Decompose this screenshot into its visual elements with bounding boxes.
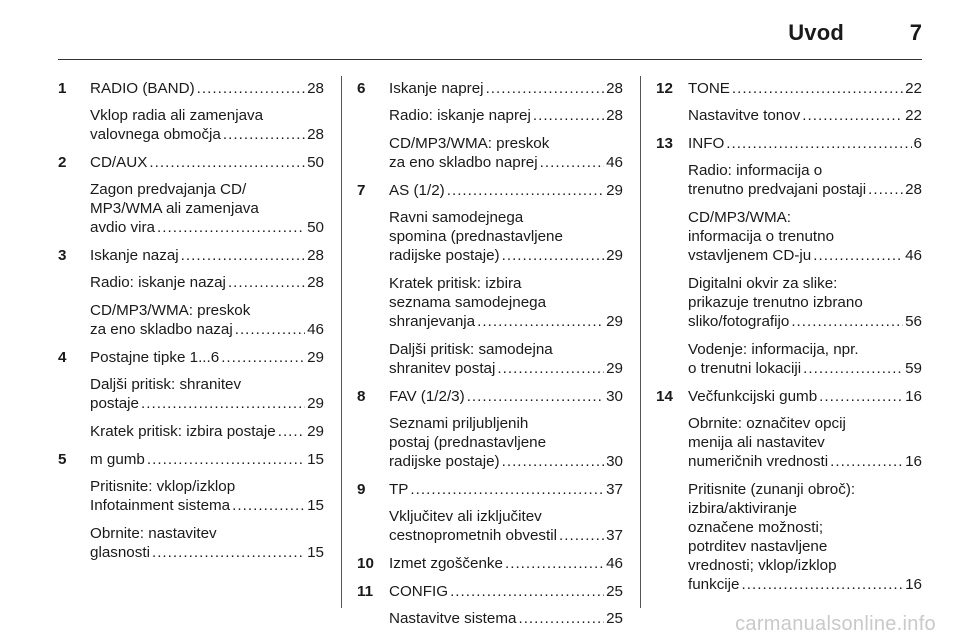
toc-text: trenutno predvajani postaji <box>688 181 867 198</box>
toc-text: seznama samodejnega <box>389 294 547 311</box>
toc-line <box>688 452 922 471</box>
toc-text: CONFIG <box>389 583 449 600</box>
toc-text: CD/MP3/WMA: preskok <box>389 135 550 152</box>
toc-text: za eno skladbo nazaj <box>90 321 233 338</box>
toc-page-number: 29 <box>606 247 623 264</box>
toc-text: funkcije <box>688 576 740 593</box>
toc-heading <box>389 181 623 200</box>
toc-subitem <box>90 273 324 292</box>
page-header <box>0 0 960 56</box>
toc-page-number: 59 <box>905 360 922 377</box>
toc-page-number: 28 <box>307 274 324 291</box>
dot-leader <box>223 125 305 144</box>
toc-text: Ravni samodejnega <box>389 209 524 226</box>
toc-subitem <box>389 106 623 125</box>
toc-entry-number: 9 <box>357 481 366 498</box>
toc-entry-number: 10 <box>357 555 374 572</box>
toc-line <box>90 273 324 292</box>
toc-entry <box>656 79 922 125</box>
toc-line <box>389 609 623 628</box>
toc-line <box>90 320 324 339</box>
toc-subitem <box>90 180 324 237</box>
toc-entry-number: 6 <box>357 80 366 97</box>
toc-page-number: 46 <box>905 247 922 264</box>
dot-leader <box>726 134 911 153</box>
dot-leader <box>742 575 904 594</box>
toc-entry <box>58 246 324 339</box>
toc-line <box>90 450 324 469</box>
toc-page-number: 16 <box>905 576 922 593</box>
toc-text: o trenutni lokaciji <box>688 360 802 377</box>
toc-text: radijske postaje) <box>389 247 500 264</box>
toc-text: TP <box>389 481 409 498</box>
toc-entry <box>357 582 623 628</box>
toc-page-number: 6 <box>913 135 922 152</box>
toc-page-number: 30 <box>606 453 623 470</box>
toc-subitem <box>90 375 324 413</box>
toc-line <box>688 359 922 378</box>
toc-column-3 <box>656 79 922 603</box>
toc-entry-number: 1 <box>58 80 67 97</box>
toc-text: Postajne tipke 1...6 <box>90 349 220 366</box>
toc-text: glasnosti <box>90 544 150 561</box>
toc-entry <box>58 153 324 237</box>
toc-text: avdio vira <box>90 219 155 236</box>
toc-line <box>90 543 324 562</box>
toc-text: vstavljenem CD-ju <box>688 247 812 264</box>
dot-leader <box>221 348 305 367</box>
toc-line <box>389 387 623 406</box>
column-divider <box>341 76 342 608</box>
toc-line <box>90 394 324 413</box>
toc-entry-number: 7 <box>357 182 366 199</box>
dot-leader <box>232 496 305 515</box>
toc-page-number: 46 <box>606 154 623 171</box>
toc-heading <box>389 480 623 499</box>
dot-leader <box>802 106 903 125</box>
toc-page-number: 50 <box>307 219 324 236</box>
header-rule <box>58 59 922 60</box>
toc-line <box>389 526 623 545</box>
toc-text: CD/MP3/WMA: preskok <box>90 302 251 319</box>
toc-text: Obrnite: označitev opcij <box>688 415 846 432</box>
dot-leader <box>467 387 604 406</box>
toc-heading <box>389 554 623 573</box>
toc-line <box>90 125 324 144</box>
toc-line <box>389 554 623 573</box>
toc-text: Izmet zgoščenke <box>389 555 503 572</box>
toc-entry <box>357 79 623 172</box>
toc-heading <box>90 246 324 265</box>
toc-entry <box>58 450 324 562</box>
toc-line <box>688 312 922 331</box>
toc-entry-number: 8 <box>357 388 366 405</box>
toc-text: CD/MP3/WMA: <box>688 209 791 226</box>
toc-heading <box>688 79 922 98</box>
toc-text: Radio: informacija o <box>688 162 823 179</box>
dot-leader <box>147 450 305 469</box>
toc-heading <box>90 79 324 98</box>
toc-page-number: 50 <box>307 154 324 171</box>
toc-subitem <box>389 609 623 628</box>
toc-text: numeričnih vrednosti <box>688 453 829 470</box>
toc-line <box>389 452 623 471</box>
toc-line <box>389 79 623 98</box>
toc-text: Daljši pritisk: samodejna <box>389 341 553 358</box>
toc-text: Daljši pritisk: shranitev <box>90 376 242 393</box>
toc-page-number: 16 <box>905 388 922 405</box>
toc-subitem <box>688 106 922 125</box>
toc-text: TONE <box>688 80 730 97</box>
toc-line <box>90 348 324 367</box>
toc-page-number: 28 <box>905 181 922 198</box>
dot-leader <box>278 422 305 441</box>
toc-page-number: 28 <box>606 80 623 97</box>
toc-page-number: 28 <box>606 107 623 124</box>
dot-leader <box>181 246 305 265</box>
toc-subitem <box>688 161 922 199</box>
toc-entry-number: 2 <box>58 154 67 171</box>
toc-text: Kratek pritisk: izbira postaje <box>90 423 276 440</box>
toc-text: Digitalni okvir za slike: <box>688 275 838 292</box>
toc-text: prikazuje trenutno izbrano <box>688 294 863 311</box>
toc-page-number: 46 <box>307 321 324 338</box>
toc-line <box>688 134 922 153</box>
dot-leader <box>505 554 604 573</box>
toc-page-number: 28 <box>307 80 324 97</box>
toc-text: FAV (1/2/3) <box>389 388 465 405</box>
toc-heading <box>389 387 623 406</box>
toc-subitem <box>688 340 922 378</box>
dot-leader <box>533 106 604 125</box>
toc-subitem <box>688 480 922 594</box>
toc-text: Pritisnite (zunanji obroč): <box>688 481 856 498</box>
toc-text: Nastavitve tonov <box>688 107 801 124</box>
toc-page-number: 28 <box>307 126 324 143</box>
toc-page-number: 30 <box>606 388 623 405</box>
toc-line <box>688 106 922 125</box>
dot-leader <box>830 452 903 471</box>
toc-entry-number: 13 <box>656 135 673 152</box>
toc-text: Iskanje naprej <box>389 80 484 97</box>
toc-heading <box>90 348 324 367</box>
toc-line <box>688 246 922 265</box>
toc-text: Kratek pritisk: izbira <box>389 275 522 292</box>
toc-heading <box>688 387 922 406</box>
toc-line <box>688 180 922 199</box>
dot-leader <box>791 312 903 331</box>
toc-text: za eno skladbo naprej <box>389 154 538 171</box>
toc-line <box>389 312 623 331</box>
toc-text: Iskanje nazaj <box>90 247 179 264</box>
toc-line <box>389 582 623 601</box>
toc-text: postaj (prednastavljene <box>389 434 547 451</box>
toc-line <box>90 218 324 237</box>
toc-line <box>389 106 623 125</box>
toc-subitem <box>389 274 623 331</box>
toc-page-number: 15 <box>307 451 324 468</box>
toc-line <box>389 246 623 265</box>
dot-leader <box>477 312 604 331</box>
page-number: 7 <box>909 20 922 45</box>
toc-subitem <box>389 134 623 172</box>
toc-text: spomina (prednastavljene <box>389 228 563 245</box>
toc-text: potrditev nastavljene <box>688 538 828 555</box>
toc-page-number: 25 <box>606 610 623 627</box>
dot-leader <box>732 79 903 98</box>
toc-subitem <box>90 477 324 515</box>
toc-subitem <box>90 422 324 441</box>
dot-leader <box>197 79 305 98</box>
toc-subitem <box>688 274 922 331</box>
toc-line <box>688 79 922 98</box>
toc-subitem <box>389 414 623 471</box>
toc-entry <box>58 79 324 144</box>
toc-page-number: 29 <box>307 423 324 440</box>
toc-heading <box>389 79 623 98</box>
toc-entry-number: 5 <box>58 451 67 468</box>
toc-text: Vključitev ali izključitev <box>389 508 542 525</box>
dot-leader <box>559 526 604 545</box>
toc-column-2 <box>357 79 623 637</box>
toc-subitem <box>90 301 324 339</box>
toc-line <box>90 79 324 98</box>
dot-leader <box>228 273 305 292</box>
dot-leader <box>410 480 604 499</box>
toc-entry-number: 12 <box>656 80 673 97</box>
toc-text: CD/AUX <box>90 154 148 171</box>
toc-line <box>389 480 623 499</box>
toc-text: Vklop radia ali zamenjava <box>90 107 264 124</box>
toc-entry <box>58 348 324 441</box>
toc-column-1 <box>58 79 324 571</box>
dot-leader <box>152 543 305 562</box>
dot-leader <box>502 452 605 471</box>
toc-page-number: 15 <box>307 544 324 561</box>
toc-subitem <box>90 524 324 562</box>
toc-line <box>688 387 922 406</box>
toc-line <box>90 496 324 515</box>
dot-leader <box>540 153 604 172</box>
toc-page-number: 16 <box>905 453 922 470</box>
toc-page-number: 15 <box>307 497 324 514</box>
toc-entry-number: 11 <box>357 583 374 600</box>
toc-text: informacija o trenutno <box>688 228 835 245</box>
toc-heading <box>90 450 324 469</box>
toc-text: označene možnosti; <box>688 519 824 536</box>
toc-text: MP3/WMA ali zamenjava <box>90 200 259 217</box>
watermark: carmanualsonline.info <box>735 613 936 635</box>
toc-text: shranitev postaj <box>389 360 496 377</box>
column-divider <box>640 76 641 608</box>
toc-text: Obrnite: nastavitev <box>90 525 217 542</box>
toc-text: Infotainment sistema <box>90 497 231 514</box>
toc-entry <box>357 554 623 573</box>
toc-page-number: 37 <box>606 527 623 544</box>
toc-entry <box>357 181 623 378</box>
toc-page-number: 22 <box>905 107 922 124</box>
dot-leader <box>141 394 305 413</box>
dot-leader <box>518 609 604 628</box>
toc-subitem <box>688 208 922 265</box>
toc-entry-number: 14 <box>656 388 673 405</box>
toc-entry <box>656 134 922 378</box>
toc-line <box>688 575 922 594</box>
dot-leader <box>149 153 305 172</box>
toc-line <box>90 153 324 172</box>
toc-page-number: 29 <box>606 182 623 199</box>
toc-entry <box>656 387 922 594</box>
toc-line <box>389 153 623 172</box>
toc-page-number: 29 <box>307 349 324 366</box>
toc-page-number: 22 <box>905 80 922 97</box>
toc-entry-number: 4 <box>58 349 67 366</box>
dot-leader <box>502 246 605 265</box>
toc-text: shranjevanja <box>389 313 476 330</box>
toc-text: postaje <box>90 395 139 412</box>
toc-line <box>389 359 623 378</box>
toc-text: m gumb <box>90 451 145 468</box>
toc-page-number: 29 <box>606 313 623 330</box>
toc-text: Večfunkcijski gumb <box>688 388 818 405</box>
dot-leader <box>450 582 604 601</box>
toc-line <box>90 246 324 265</box>
toc-page-number: 25 <box>606 583 623 600</box>
dot-leader <box>868 180 903 199</box>
toc-text: radijske postaje) <box>389 453 500 470</box>
dot-leader <box>486 79 605 98</box>
toc-entry <box>357 387 623 471</box>
toc-page-number: 28 <box>307 247 324 264</box>
toc-text: Zagon predvajanja CD/ <box>90 181 247 198</box>
toc-text: AS (1/2) <box>389 182 445 199</box>
toc-subitem <box>688 414 922 471</box>
toc-page-number: 29 <box>606 360 623 377</box>
toc-text: izbira/aktiviranje <box>688 500 797 517</box>
toc-text: RADIO (BAND) <box>90 80 195 97</box>
toc-text: menija ali nastavitev <box>688 434 825 451</box>
toc-subitem <box>389 340 623 378</box>
toc-text: vrednosti; vklop/izklop <box>688 557 837 574</box>
toc-text: INFO <box>688 135 725 152</box>
toc-text: Seznami priljubljenih <box>389 415 529 432</box>
dot-leader <box>157 218 305 237</box>
toc-subitem <box>389 507 623 545</box>
toc-subitem <box>90 106 324 144</box>
dot-leader <box>813 246 903 265</box>
dot-leader <box>447 181 604 200</box>
toc-text: Radio: iskanje nazaj <box>90 274 226 291</box>
toc-text: Nastavitve sistema <box>389 610 517 627</box>
toc-text: sliko/fotografijo <box>688 313 790 330</box>
toc-text: cestnoprometnih obvestil <box>389 527 557 544</box>
dot-leader <box>497 359 604 378</box>
toc-text: Pritisnite: vklop/izklop <box>90 478 236 495</box>
dot-leader <box>803 359 903 378</box>
toc-heading <box>688 134 922 153</box>
toc-text: Vodenje: informacija, npr. <box>688 341 859 358</box>
toc-entry-number: 3 <box>58 247 67 264</box>
toc-page-number: 46 <box>606 555 623 572</box>
toc-page-number: 56 <box>905 313 922 330</box>
toc-entry <box>357 480 623 545</box>
toc-subitem <box>389 208 623 265</box>
dot-leader <box>235 320 305 339</box>
dot-leader <box>819 387 903 406</box>
toc-page-number: 37 <box>606 481 623 498</box>
toc-line <box>90 422 324 441</box>
toc-text: Radio: iskanje naprej <box>389 107 531 124</box>
toc-text: valovnega območja <box>90 126 221 143</box>
page-title: Uvod <box>788 20 844 45</box>
toc-page-number: 29 <box>307 395 324 412</box>
toc-heading <box>90 153 324 172</box>
toc-line <box>389 181 623 200</box>
toc-heading <box>389 582 623 601</box>
